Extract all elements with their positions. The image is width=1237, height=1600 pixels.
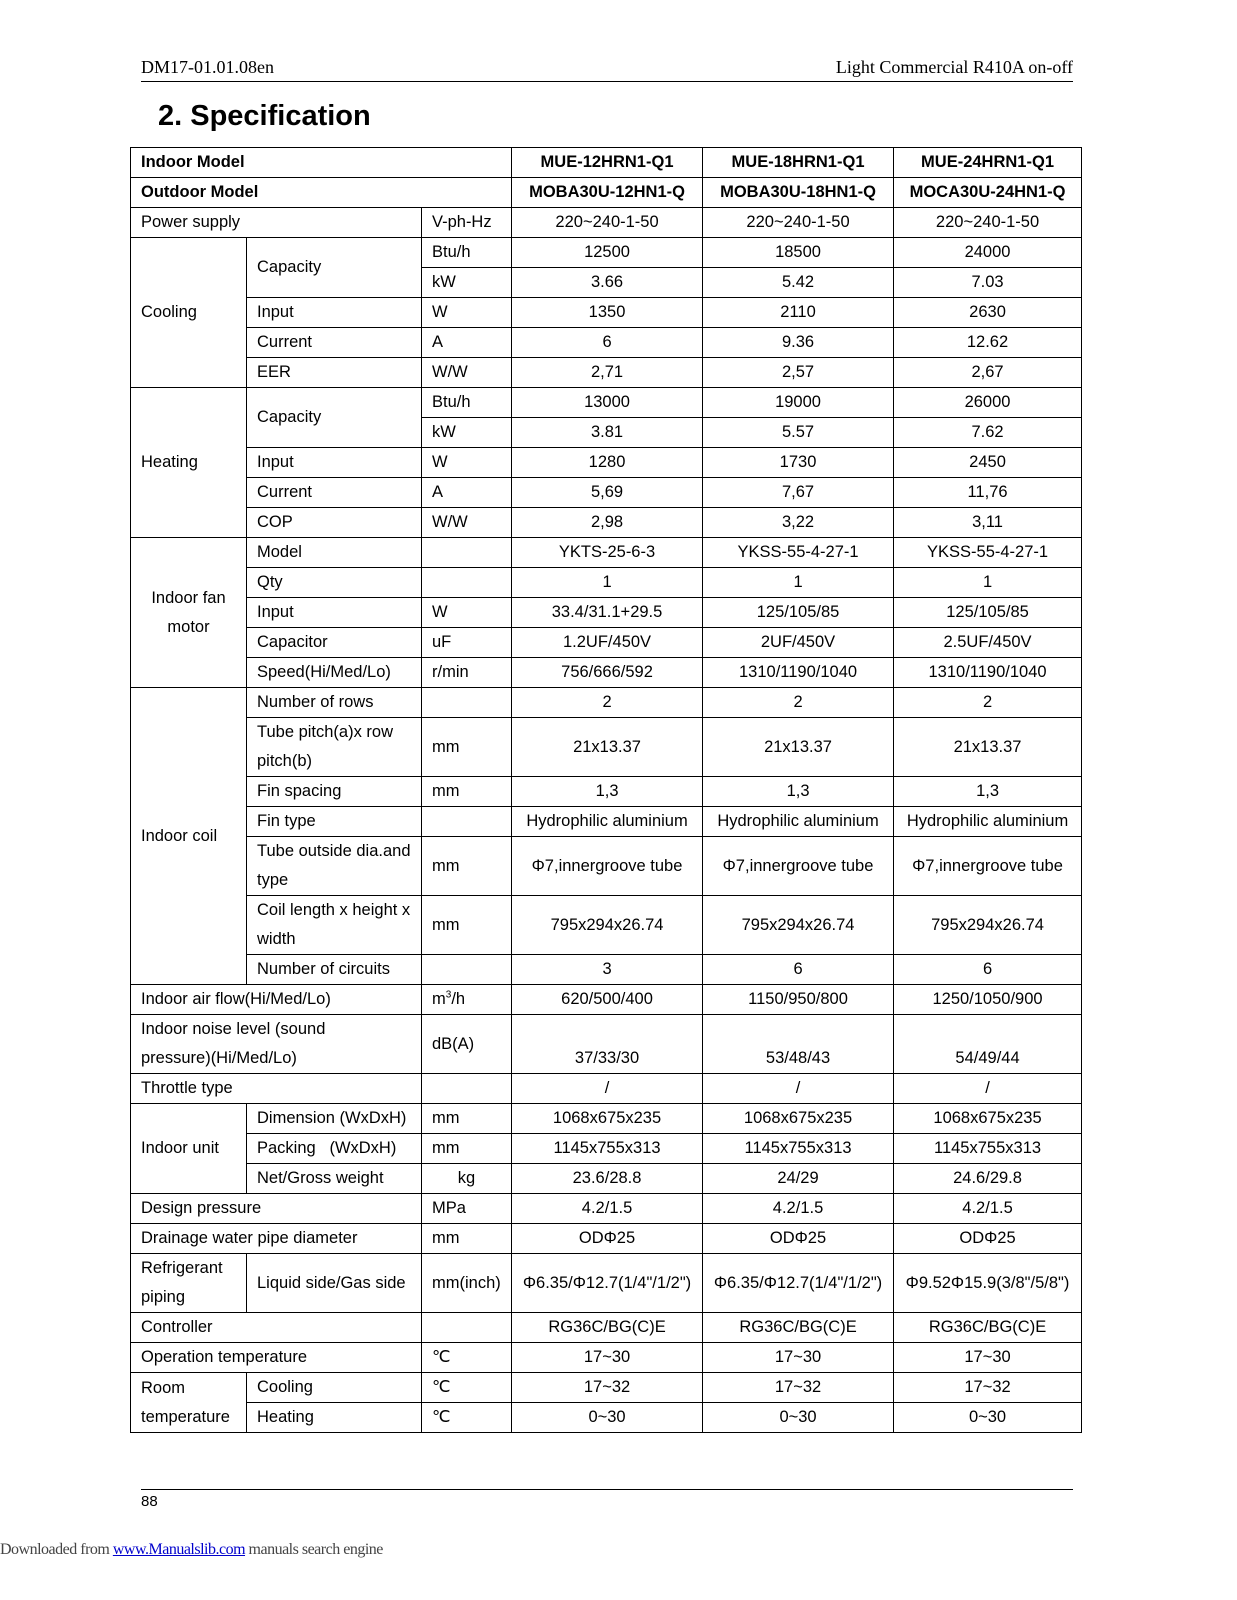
document-code: DM17-01.01.08en <box>141 57 274 77</box>
value-cell: 4.2/1.5 <box>703 1194 894 1224</box>
table-row <box>131 328 1082 358</box>
unit-cell <box>422 1313 512 1343</box>
value-cell: 2.5UF/450V <box>894 628 1082 658</box>
value-cell: / <box>894 1074 1082 1104</box>
value-cell: 1 <box>894 568 1082 598</box>
value-cell: 1 <box>512 568 703 598</box>
value-cell: 1150/950/800 <box>703 985 894 1015</box>
group-label-line: Refrigerant <box>141 1259 223 1277</box>
value-cell: 2,71 <box>512 358 703 388</box>
unit-base: m <box>432 990 446 1008</box>
value-cell: ODΦ25 <box>512 1224 703 1254</box>
value-cell: 795x294x26.74 <box>894 896 1082 955</box>
row-label <box>247 718 422 777</box>
value-cell: 18500 <box>703 238 894 268</box>
value-cell: 2 <box>703 688 894 718</box>
table-row <box>131 837 1082 896</box>
row-label-line: pitch(b) <box>257 752 313 770</box>
value-cell: 7.62 <box>894 418 1082 448</box>
row-label: Operation temperature <box>131 1343 422 1373</box>
table-row <box>131 807 1082 837</box>
value-cell: RG36C/BG(C)E <box>512 1313 703 1343</box>
indoor-model-cell: MUE-18HRN1-Q1 <box>703 148 894 178</box>
value-cell: Hydrophilic aluminium <box>512 807 703 837</box>
value-cell: 4.2/1.5 <box>512 1194 703 1224</box>
row-label: Current <box>247 328 422 358</box>
value-cell: 11,76 <box>894 478 1082 508</box>
value-cell: 1250/1050/900 <box>894 985 1082 1015</box>
value-cell: 620/500/400 <box>512 985 703 1015</box>
value-cell: 17~32 <box>512 1373 703 1403</box>
value-cell: 12.62 <box>894 328 1082 358</box>
unit-cell: mm <box>422 1134 512 1164</box>
value-cell: 1145x755x313 <box>512 1134 703 1164</box>
row-label: Packing (WxDxH) <box>247 1134 422 1164</box>
value-cell: Hydrophilic aluminium <box>894 807 1082 837</box>
row-label: Throttle type <box>131 1074 422 1104</box>
table-row <box>131 208 1082 238</box>
value-cell: 5.57 <box>703 418 894 448</box>
table-row <box>131 478 1082 508</box>
group-label: Heating <box>131 388 247 538</box>
value-cell: Φ6.35/Φ12.7(1/4"/1/2") <box>703 1254 894 1313</box>
table-row <box>131 1194 1082 1224</box>
value-cell: 0~30 <box>703 1403 894 1433</box>
row-label <box>131 1015 422 1074</box>
group-label-line: temperature <box>141 1407 230 1426</box>
value-cell: Φ7,innergroove tube <box>894 837 1082 896</box>
value-cell: 17~32 <box>703 1373 894 1403</box>
row-label: Speed(Hi/Med/Lo) <box>247 658 422 688</box>
value-cell: 3.81 <box>512 418 703 448</box>
value-cell: 37/33/30 <box>512 1015 703 1074</box>
unit-cell <box>422 568 512 598</box>
table-row <box>131 448 1082 478</box>
unit-cell: ℃ <box>422 1373 512 1403</box>
row-label: Power supply <box>131 208 422 238</box>
unit-cell: W/W <box>422 508 512 538</box>
outdoor-model-cell: MOBA30U-18HN1-Q <box>703 178 894 208</box>
footer-divider <box>141 1489 1073 1490</box>
value-cell: 7,67 <box>703 478 894 508</box>
row-label: Number of circuits <box>247 955 422 985</box>
unit-cell: Btu/h <box>422 238 512 268</box>
value-cell: 2,67 <box>894 358 1082 388</box>
row-label: COP <box>247 508 422 538</box>
table-row <box>131 1164 1082 1194</box>
row-label: Liquid side/Gas side <box>247 1254 422 1313</box>
row-label-line: Tube outside dia.and <box>257 842 411 860</box>
row-label: Number of rows <box>247 688 422 718</box>
value-cell: 1.2UF/450V <box>512 628 703 658</box>
unit-cell: A <box>422 478 512 508</box>
unit-cell: mm <box>422 1224 512 1254</box>
value-cell: 7.03 <box>894 268 1082 298</box>
value-cell: YKSS-55-4-27-1 <box>703 538 894 568</box>
value-cell: YKTS-25-6-3 <box>512 538 703 568</box>
value-cell: 1310/1190/1040 <box>894 658 1082 688</box>
value-cell: 24.6/29.8 <box>894 1164 1082 1194</box>
value-cell: Φ7,innergroove tube <box>703 837 894 896</box>
download-prefix: Downloaded from <box>0 1541 113 1558</box>
group-label: Cooling <box>131 238 247 388</box>
value-cell: 5.42 <box>703 268 894 298</box>
value-cell: 24/29 <box>703 1164 894 1194</box>
row-label: Heating <box>247 1403 422 1433</box>
value-cell: 17~30 <box>894 1343 1082 1373</box>
value-cell: 220~240-1-50 <box>703 208 894 238</box>
table-row <box>131 538 1082 568</box>
unit-cell: W/W <box>422 358 512 388</box>
unit-cell: A <box>422 328 512 358</box>
row-label: Dimension (WxDxH) <box>247 1104 422 1134</box>
unit-cell: mm <box>422 896 512 955</box>
unit-cell: kW <box>422 268 512 298</box>
value-cell: 1068x675x235 <box>894 1104 1082 1134</box>
unit-cell: mm <box>422 718 512 777</box>
value-cell: 1068x675x235 <box>703 1104 894 1134</box>
outdoor-model-cell: MOCA30U-24HN1-Q <box>894 178 1082 208</box>
value-cell: 2630 <box>894 298 1082 328</box>
table-row <box>131 777 1082 807</box>
value-cell: 795x294x26.74 <box>703 896 894 955</box>
group-label-line: Indoor fan <box>151 588 226 607</box>
value-cell: 54/49/44 <box>894 1015 1082 1074</box>
row-label: Input <box>247 448 422 478</box>
value-cell: 3 <box>512 955 703 985</box>
value-cell: 3.66 <box>512 268 703 298</box>
table-row <box>131 178 1082 208</box>
unit-cell: kg <box>422 1164 512 1194</box>
value-cell: / <box>703 1074 894 1104</box>
value-cell: 17~30 <box>512 1343 703 1373</box>
unit-cell: ℃ <box>422 1403 512 1433</box>
row-label <box>247 896 422 955</box>
unit-cell: V-ph-Hz <box>422 208 512 238</box>
value-cell: Φ6.35/Φ12.7(1/4"/1/2") <box>512 1254 703 1313</box>
table-row <box>131 1343 1082 1373</box>
unit-cell: MPa <box>422 1194 512 1224</box>
group-label-line: motor <box>167 617 210 636</box>
download-footer <box>0 1541 383 1559</box>
value-cell: 1730 <box>703 448 894 478</box>
row-label: Capacity <box>247 388 422 448</box>
value-cell: 125/105/85 <box>894 598 1082 628</box>
group-label-line: Room <box>141 1378 186 1397</box>
value-cell: Hydrophilic aluminium <box>703 807 894 837</box>
value-cell: 21x13.37 <box>512 718 703 777</box>
value-cell: 2450 <box>894 448 1082 478</box>
value-cell: RG36C/BG(C)E <box>703 1313 894 1343</box>
row-label: Net/Gross weight <box>247 1164 422 1194</box>
value-cell: 2110 <box>703 298 894 328</box>
value-cell: 21x13.37 <box>894 718 1082 777</box>
row-label: Design pressure <box>131 1194 422 1224</box>
value-cell: Φ7,innergroove tube <box>512 837 703 896</box>
table-row <box>131 238 1082 268</box>
unit-cell: mm <box>422 777 512 807</box>
page-header <box>141 57 1073 82</box>
table-row <box>131 148 1082 178</box>
value-cell: 1310/1190/1040 <box>703 658 894 688</box>
table-row <box>131 358 1082 388</box>
table-row <box>131 985 1082 1015</box>
unit-cell: uF <box>422 628 512 658</box>
unit-tail: /h <box>451 990 466 1008</box>
value-cell: 0~30 <box>894 1403 1082 1433</box>
value-cell: 2 <box>894 688 1082 718</box>
row-label: Capacity <box>247 238 422 298</box>
value-cell: 125/105/85 <box>703 598 894 628</box>
indoor-model-cell: MUE-12HRN1-Q1 <box>512 148 703 178</box>
value-cell: 756/666/592 <box>512 658 703 688</box>
table-row <box>131 298 1082 328</box>
value-cell: 1,3 <box>703 777 894 807</box>
value-cell: 26000 <box>894 388 1082 418</box>
value-cell: 1 <box>703 568 894 598</box>
row-label: Fin type <box>247 807 422 837</box>
unit-cell <box>422 538 512 568</box>
unit-cell: Btu/h <box>422 388 512 418</box>
table-row <box>131 1104 1082 1134</box>
value-cell: 1068x675x235 <box>512 1104 703 1134</box>
unit-cell: W <box>422 448 512 478</box>
value-cell: 24000 <box>894 238 1082 268</box>
unit-cell: kW <box>422 418 512 448</box>
row-label-line: pressure)(Hi/Med/Lo) <box>141 1049 297 1067</box>
value-cell: ODΦ25 <box>894 1224 1082 1254</box>
row-label: Indoor air flow(Hi/Med/Lo) <box>131 985 422 1015</box>
value-cell: 6 <box>703 955 894 985</box>
table-row <box>131 658 1082 688</box>
value-cell: 1,3 <box>894 777 1082 807</box>
row-label-line: Indoor noise level (sound <box>141 1020 326 1038</box>
value-cell: 4.2/1.5 <box>894 1194 1082 1224</box>
row-label-line: Tube pitch(a)x row <box>257 723 394 741</box>
table-row <box>131 1254 1082 1313</box>
table-row <box>131 388 1082 418</box>
row-label: Indoor Model <box>131 148 512 178</box>
unit-cell <box>422 985 512 1015</box>
row-label: Controller <box>131 1313 422 1343</box>
row-label: Model <box>247 538 422 568</box>
value-cell: 13000 <box>512 388 703 418</box>
table-row <box>131 688 1082 718</box>
value-cell: 19000 <box>703 388 894 418</box>
unit-cell: W <box>422 298 512 328</box>
table-row <box>131 896 1082 955</box>
value-cell: 6 <box>894 955 1082 985</box>
row-label: Current <box>247 478 422 508</box>
table-row <box>131 1015 1082 1074</box>
unit-superscript: 3 <box>445 989 452 1001</box>
value-cell: 1350 <box>512 298 703 328</box>
row-label-line: Coil length x height x <box>257 901 411 919</box>
group-label: Indoor unit <box>131 1104 247 1194</box>
table-row <box>131 955 1082 985</box>
group-label <box>131 538 247 688</box>
value-cell: Φ9.52Φ15.9(3/8"/5/8") <box>894 1254 1082 1313</box>
specification-table <box>130 147 1082 1433</box>
value-cell: 6 <box>512 328 703 358</box>
value-cell: RG36C/BG(C)E <box>894 1313 1082 1343</box>
page-number: 88 <box>141 1493 158 1510</box>
group-label <box>131 1254 247 1313</box>
value-cell: / <box>512 1074 703 1104</box>
unit-cell: mm <box>422 1104 512 1134</box>
value-cell: 33.4/31.1+29.5 <box>512 598 703 628</box>
value-cell: 2,57 <box>703 358 894 388</box>
unit-cell <box>422 955 512 985</box>
row-label: Input <box>247 598 422 628</box>
unit-cell: ℃ <box>422 1343 512 1373</box>
value-cell: 17~30 <box>703 1343 894 1373</box>
indoor-model-cell: MUE-24HRN1-Q1 <box>894 148 1082 178</box>
table-row <box>131 718 1082 777</box>
group-label: Indoor coil <box>131 688 247 985</box>
row-label: Fin spacing <box>247 777 422 807</box>
table-row <box>131 1074 1082 1104</box>
row-label: EER <box>247 358 422 388</box>
value-cell: 2UF/450V <box>703 628 894 658</box>
row-label-line: type <box>257 871 289 889</box>
document-series: Light Commercial R410A on-off <box>835 57 1073 77</box>
unit-cell <box>422 688 512 718</box>
row-label: Outdoor Model <box>131 178 512 208</box>
table-row <box>131 1313 1082 1343</box>
group-label <box>131 1373 247 1433</box>
value-cell: 9.36 <box>703 328 894 358</box>
unit-cell <box>422 1074 512 1104</box>
row-label <box>247 837 422 896</box>
value-cell: 1145x755x313 <box>703 1134 894 1164</box>
value-cell: 21x13.37 <box>703 718 894 777</box>
group-label-line: piping <box>141 1288 186 1306</box>
value-cell: 3,11 <box>894 508 1082 538</box>
section-title: 2. Specification <box>158 100 371 132</box>
value-cell: 17~32 <box>894 1373 1082 1403</box>
value-cell: 2,98 <box>512 508 703 538</box>
table-row <box>131 1403 1082 1433</box>
table-row <box>131 598 1082 628</box>
row-label: Drainage water pipe diameter <box>131 1224 422 1254</box>
unit-cell <box>422 807 512 837</box>
table-row <box>131 1373 1082 1403</box>
table-row <box>131 568 1082 598</box>
unit-cell: mm <box>422 837 512 896</box>
value-cell: 3,22 <box>703 508 894 538</box>
table-row <box>131 508 1082 538</box>
value-cell: 12500 <box>512 238 703 268</box>
value-cell: 1145x755x313 <box>894 1134 1082 1164</box>
value-cell: 0~30 <box>512 1403 703 1433</box>
table-row <box>131 1134 1082 1164</box>
value-cell: 1280 <box>512 448 703 478</box>
value-cell: ODΦ25 <box>703 1224 894 1254</box>
value-cell: 23.6/28.8 <box>512 1164 703 1194</box>
value-cell: YKSS-55-4-27-1 <box>894 538 1082 568</box>
value-cell: 795x294x26.74 <box>512 896 703 955</box>
table-row <box>131 1224 1082 1254</box>
row-label: Input <box>247 298 422 328</box>
row-label: Cooling <box>247 1373 422 1403</box>
download-suffix: manuals search engine <box>245 1541 383 1558</box>
unit-cell: dB(A) <box>422 1015 512 1074</box>
value-cell: 1,3 <box>512 777 703 807</box>
value-cell: 220~240-1-50 <box>512 208 703 238</box>
row-label: Capacitor <box>247 628 422 658</box>
outdoor-model-cell: MOBA30U-12HN1-Q <box>512 178 703 208</box>
row-label: Qty <box>247 568 422 598</box>
value-cell: 5,69 <box>512 478 703 508</box>
value-cell: 2 <box>512 688 703 718</box>
row-label-line: width <box>257 930 296 948</box>
value-cell: 220~240-1-50 <box>894 208 1082 238</box>
table-row <box>131 628 1082 658</box>
unit-cell: r/min <box>422 658 512 688</box>
unit-cell: mm(inch) <box>422 1254 512 1313</box>
unit-cell: W <box>422 598 512 628</box>
value-cell: 53/48/43 <box>703 1015 894 1074</box>
manualslib-link[interactable]: www.Manualslib.com <box>112 1541 246 1558</box>
